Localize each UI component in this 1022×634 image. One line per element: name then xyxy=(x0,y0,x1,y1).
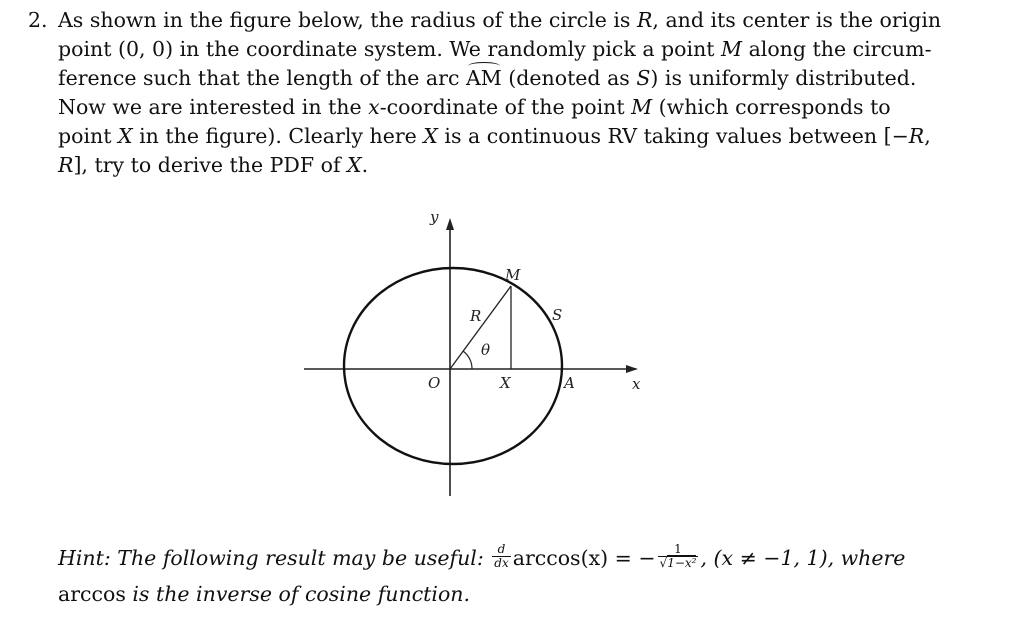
label-x: x xyxy=(632,375,641,393)
theta-arc xyxy=(463,351,472,369)
derivative-fraction: $\frac{d}{dx}$ xyxy=(494,542,509,570)
circle-figure xyxy=(300,206,660,506)
label-r: R xyxy=(470,307,482,325)
hint-line-1: Hint: The following result may be useful: $\frac{d}{dx}$ arccos(x) = − $\frac{1}{\text{√1−x²}}$ , (x ≠ −1, 1), where xyxy=(58,542,906,570)
x-axis-arrow-icon xyxy=(626,365,638,373)
label-theta: θ xyxy=(481,341,491,359)
label-a: A xyxy=(564,374,575,392)
label-x-point: X xyxy=(500,374,511,392)
sqrt-fraction: $\frac{1}{\text{√1−x²}}$ xyxy=(659,542,697,570)
hint-line-2: arccos is the inverse of cosine function. xyxy=(58,582,471,606)
label-y: y xyxy=(430,208,439,226)
problem-statement xyxy=(28,6,948,180)
label-m: M xyxy=(505,266,521,284)
y-axis-arrow-icon xyxy=(446,218,454,230)
arc-am: AM xyxy=(466,64,502,93)
problem-number: 2. xyxy=(28,8,48,32)
hint xyxy=(58,540,958,612)
label-o: O xyxy=(428,374,441,392)
problem-text: As shown in the figure below, the radius of the circle is R, and its center is the origin point (0, 0) in the coordinate system. We randomly pick a point M along the circum-ference such that the length of the arc AM (denoted as S) is uniformly distributed. Now we are interested in the x-coordinate of the point M (which corresponds to point X in the figure). Clearly here X is a continuous RV taking values between [−R, R], try to derive the PDF of X. xyxy=(58,8,942,177)
label-s: S xyxy=(552,306,563,324)
